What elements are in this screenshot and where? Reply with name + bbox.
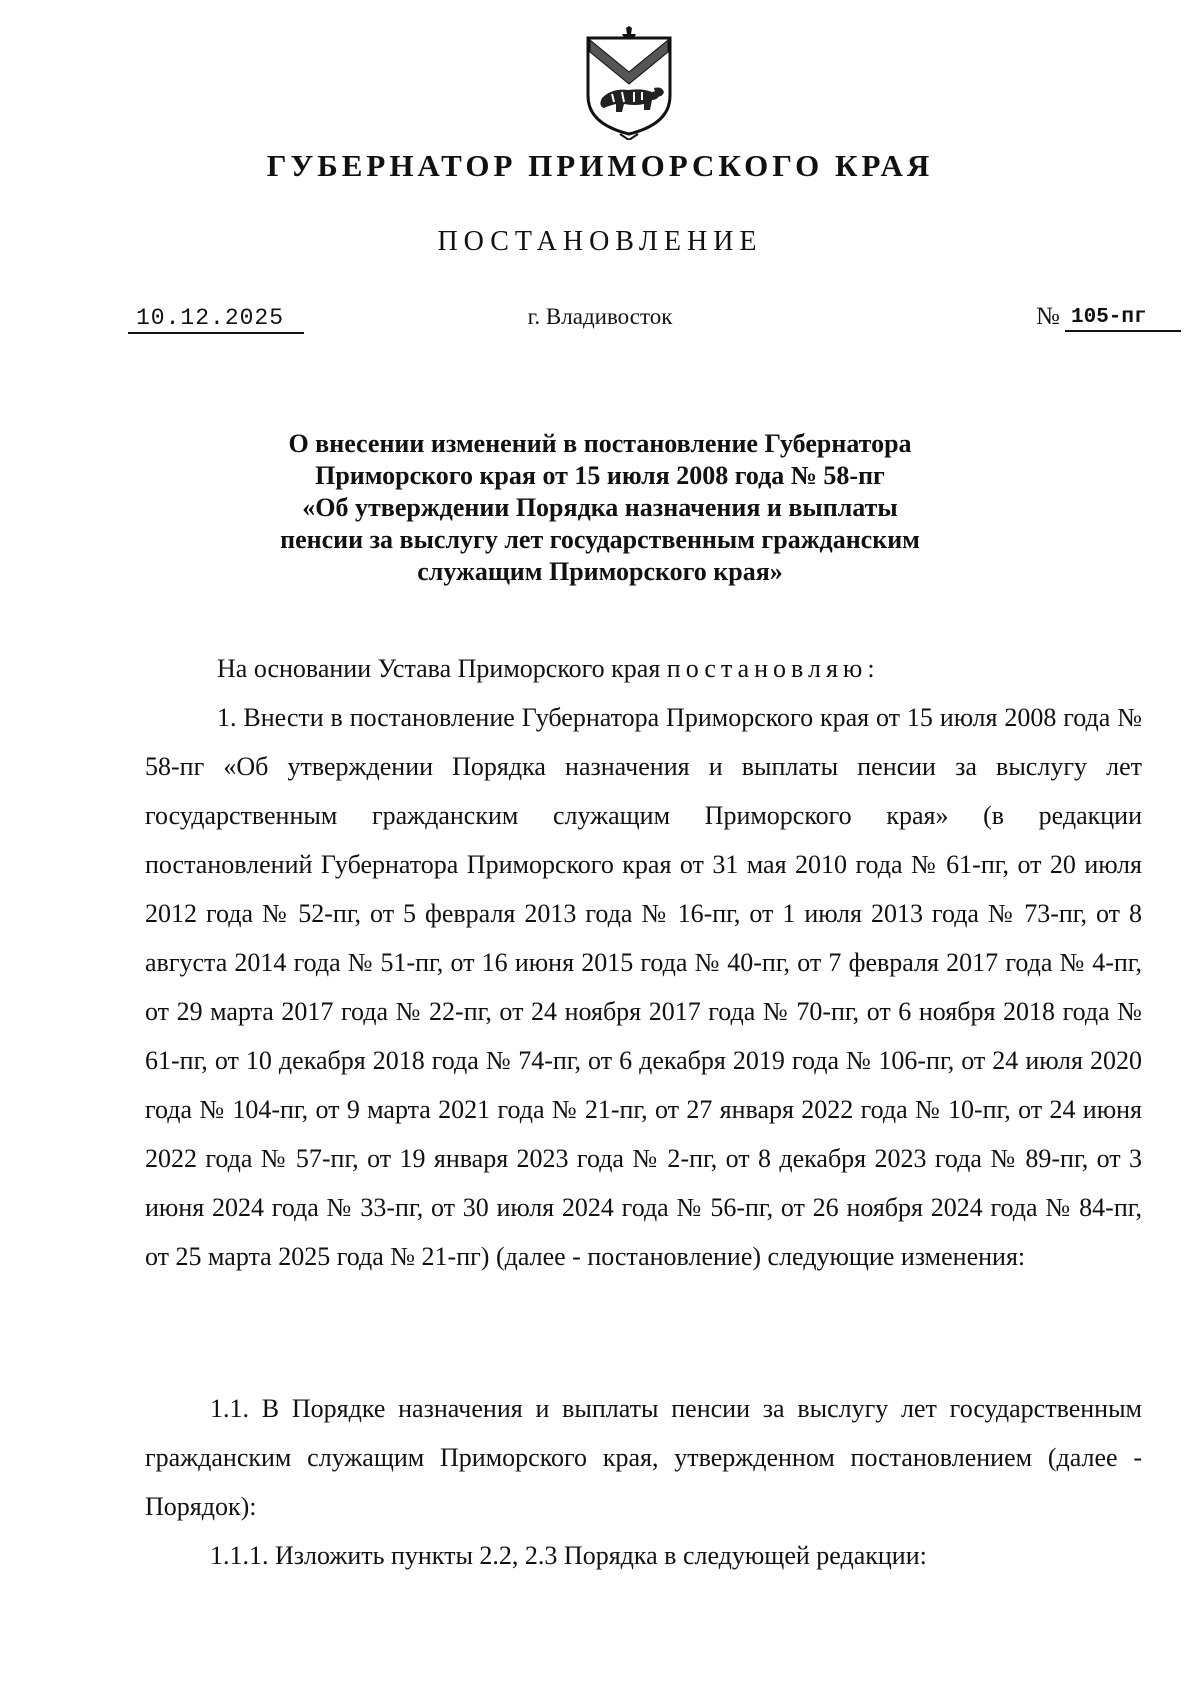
coat-of-arms-icon [582,26,676,140]
document-title [260,428,940,588]
title-line: служащим Приморского края» [417,557,783,586]
item-1-1-paragraph: 1.1. В Порядке назначения и выплаты пенсии за выслугу лет государственным гражданским служащим Приморского края, утвержденном постановлением (далее - Порядок): [145,1394,1142,1521]
title-line: Приморского края от 15 июля 2008 года № 58-пг [315,461,885,490]
item-1-1-1-paragraph: 1.1.1. Изложить пункты 2.2, 2.3 Порядка в следующей редакции: [210,1541,927,1570]
document-city: г. Владивосток [527,304,673,329]
number-sign: № [1036,303,1060,330]
issuing-authority: ГУБЕРНАТОР ПРИМОРСКОГО КРАЯ [266,148,934,183]
document-type: ПОСТАНОВЛЕНИЕ [437,226,763,257]
document-date: 10.12.2025 [128,305,304,334]
document-number: 105-пг [1065,306,1181,332]
title-line: пенсии за выслугу лет государственным гражданским [280,525,920,554]
resolve-word: постановляю: [666,654,880,683]
item-1-paragraph: 1. Внести в постановление Губернатора Приморского края от 15 июля 2008 года № 58-пг «Об утверждении Порядка назначения и выплаты пенсии за выслугу лет государственным гражданским служащим Приморского края» (в редакции постановлений Губернатора Приморского края от 31 мая 2010 года № 61-пг, от 20 июля 2012 года № 52-пг, от 5 февраля 2013 года № 16-пг, от 1 июля 2013 года № 73-пг, от 8 августа 2014 года № 51-пг, от 16 июня 2015 года № 40-пг, от 7 февраля 2017 года № 4-пг, от 29 марта 2017 года № 22-пг, от 24 ноября 2017 года № 70-пг, от 6 ноября 2018 года № 61-пг, от 10 декабря 2018 года № 74-пг, от 6 декабря 2019 года № 106-пг, от 24 июля 2020 года № 104-пг, от 9 марта 2021 года № 21-пг, от 27 января 2022 года № 10-пг, от 24 июня 2022 года № 57-пг, от 19 января 2023 года № 2-пг, от 8 декабря 2023 года № 89-пг, от 3 июня 2024 года № 33-пг, от 30 июля 2024 года № 56-пг, от 26 ноября 2024 года № 84-пг, от 25 марта 2025 года № 21-пг) (далее - постановление) следующие изменения: [145,703,1142,1271]
basis-paragraph [145,644,1142,693]
basis-text: На основании Устава Приморского края [217,654,667,683]
title-line: О внесении изменений в постановление Губернатора [288,429,912,458]
title-line: «Об утверждении Порядка назначения и выплаты [302,493,898,522]
